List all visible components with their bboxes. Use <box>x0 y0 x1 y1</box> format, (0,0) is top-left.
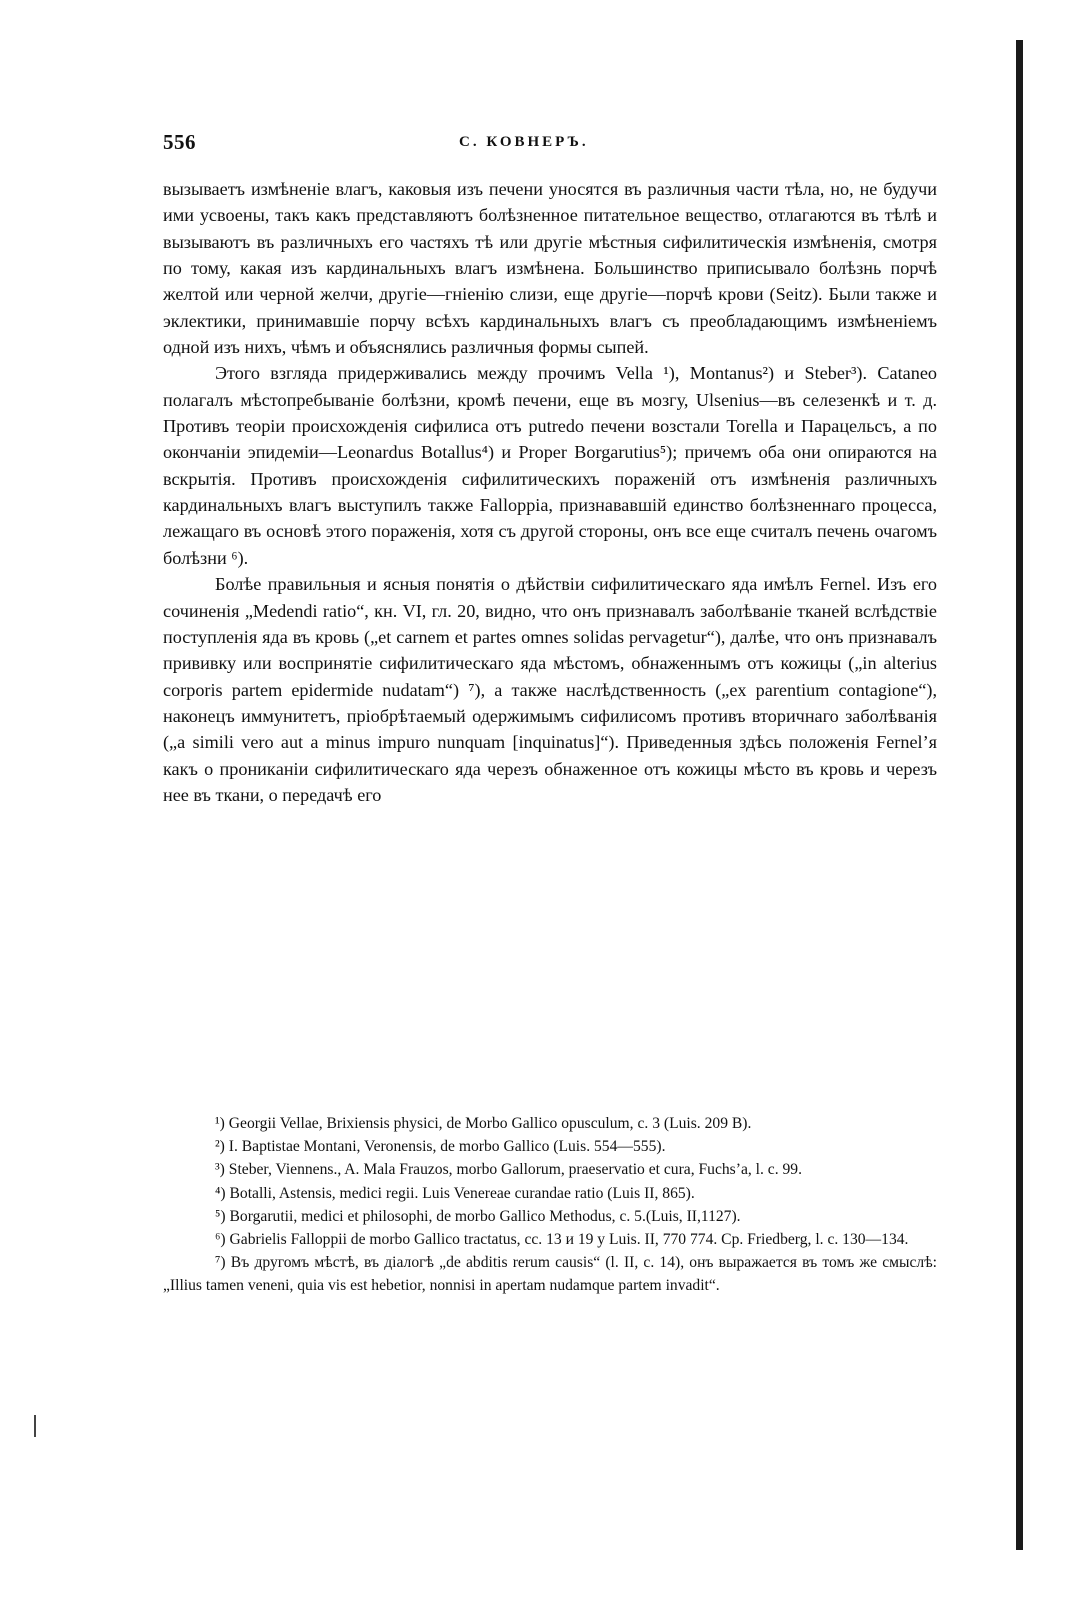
page-edge-rule <box>1016 40 1023 1550</box>
page-header <box>163 130 937 160</box>
footnote: ¹) Georgii Vellae, Brixiensis physici, de Morbo Gallico opusculum, c. 3 (Luis. 209 B). <box>215 1115 752 1132</box>
paragraph: Этого взгляда придерживались между прочимъ Vella ¹), Montanus²) и Steber³). Cataneo полагалъ мѣстопребываніе болѣзни, кромѣ печени, еще въ мозгу, Ulsenius—въ селезенкѣ и т. д. Противъ теоріи происхожденія сифилиса отъ putredo печени возстали Torella и Парацельсъ, а по окончаніи эпидеміи—Leonardus Botallus⁴) и Proper Borgarutius⁵); причемъ оба они опираются на вскрытія. Противъ происхожденія сифилитическихъ пораженій отъ измѣненія различныхъ кардинальныхъ влагъ выступилъ также Falloppia, признававшій единство болѣзненнаго процесса, лежащаго въ основѣ этого пораженія, хотя съ другой стороны, онъ все еще считалъ печень очагомъ болѣзни ⁶). <box>163 363 937 568</box>
page-number: 556 <box>163 130 196 154</box>
footnote: ⁵) Borgarutii, medici et philosophi, de morbo Gallico Methodus, c. 5.(Luis, II,1127). <box>215 1207 741 1225</box>
footnote: ⁶) Gabrielis Falloppii de morbo Gallico tractatus, cc. 13 и 19 y Luis. II, 770 774. Cp. Friedberg, l. c. 130—134. <box>215 1231 909 1249</box>
footnote: ³) Steber, Viennens., A. Mala Frauzos, morbo Gallorum, praeservatio et cura, Fuchs’a, l. c. 99. <box>215 1161 803 1179</box>
paragraph: вызываетъ измѣненіе влагъ, каковыя изъ печени уносятся въ различныя части тѣла, но, не будучи ими усвоены, такъ какъ представляютъ болѣзненное питательное вещество, отлагаются въ тѣлѣ и вызываютъ въ различныхъ его частяхъ тѣ или другіе мѣстныя сифилитическія измѣненія, смотря по тому, какая изъ кардинальныхъ влагъ измѣнена. Большинство приписывало болѣзнь порчѣ желтой или черной желчи, другіе—гніенію слизи, еще другіе—порчѣ крови (Seitz). Были также и эклектики, принимавшіе порчу всѣхъ кардинальныхъ влагъ съ преобладающимъ измѣненіемъ одной изъ нихъ, чѣмъ и объяснялись различныя формы сыпей. <box>163 179 937 358</box>
margin-mark <box>34 1415 36 1437</box>
paragraph: Болѣе правильныя и ясныя понятія о дѣйствіи сифилитическаго яда имѣлъ Fernel. Изъ его сочиненія „Medendi ratio“, кн. VI, гл. 20, видно, что онъ признавалъ заболѣваніе тканей вслѣдствіе поступленія яда въ кровь („et carnem et partes omnes solidas pervagetur“), далѣе, что онъ признавалъ прививку или воспринятіе сифилитическаго яда мѣстомъ, обнаженнымъ отъ кожицы („in alterius corporis partem epidermide nudatam“) ⁷), а также наслѣдственность („ex parentium contagione“), наконецъ иммунитетъ, пріобрѣтаемый одержимымъ сифилисомъ противъ вторичнаго заболѣванія („a simili vero aut a minus impuro nunquam [inquinatus]“). Приведенныя здѣсь положенія Fernel’я какъ о проникaніи сифилитическаго яда черезъ обнаженное отъ кожицы мѣсто въ кровь и черезъ нее въ ткани, о передачѣ его <box>163 574 937 805</box>
running-head: С. КОВНЕРЪ. <box>459 134 589 150</box>
footnotes <box>163 1112 937 1298</box>
footnote: ⁴) Botalli, Astensis, medici regii. Luis Venereae curandae ratio (Luis II, 865). <box>215 1184 695 1202</box>
footnote: ²) I. Baptistae Montani, Veronensis, de morbo Gallico (Luis. 554—555). <box>215 1138 666 1156</box>
footnote: ⁷) Въ другомъ мѣстѣ, въ діалогѣ „de abditis rerum causis“ (l. II, c. 14), онъ выражается въ томъ же смыслѣ: „Illius tamen veneni, quia vis est hebetior, nonnisi in apertam nudamque partem invadit“. <box>163 1254 937 1295</box>
main-text <box>163 176 937 808</box>
